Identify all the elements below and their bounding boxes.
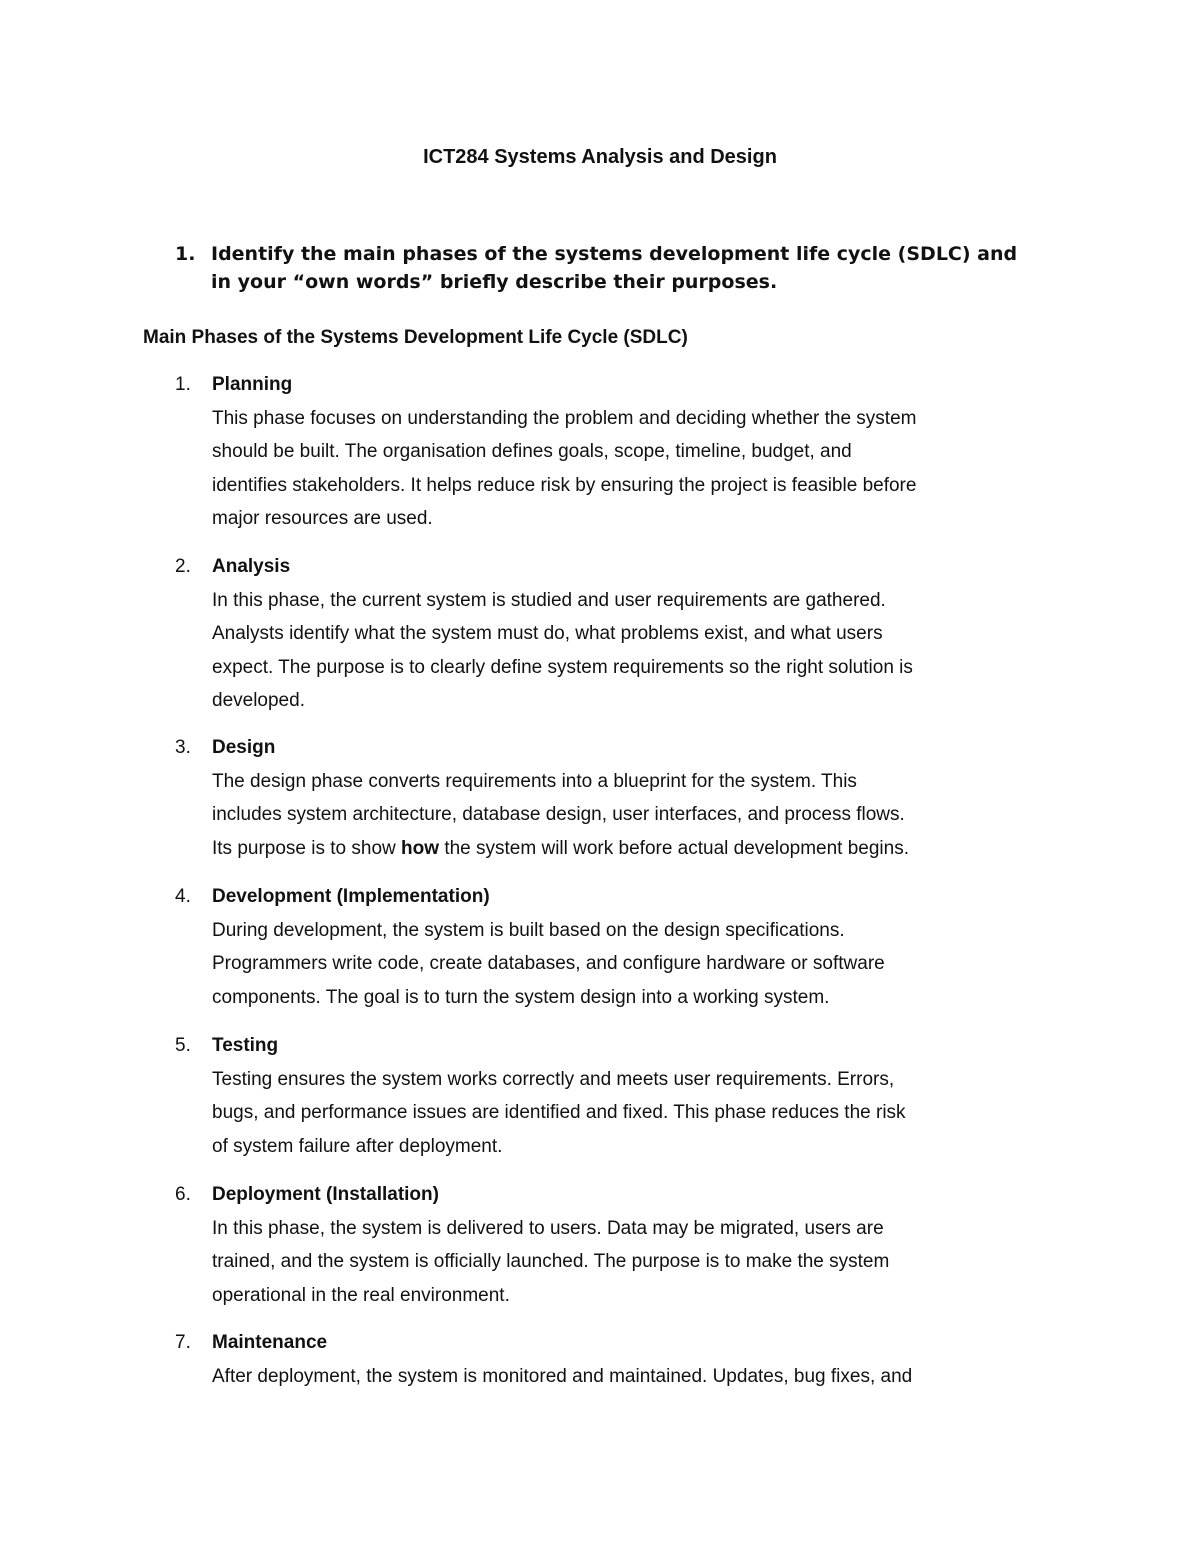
phase-name: Development (Implementation) [212, 886, 490, 907]
text-run: Its purpose is to show [212, 837, 402, 859]
phase-number: 6. [175, 1184, 191, 1205]
phase-name: Testing [212, 1035, 279, 1056]
document-title: ICT284 Systems Analysis and Design [423, 146, 777, 168]
phase-name: Maintenance [212, 1332, 328, 1353]
phase-description-line: In this phase, the current system is studied and user requirements are gathered. [212, 589, 886, 611]
phase-description-line: The design phase converts requirements into a blueprint for the system. This [212, 770, 857, 792]
emphasis-how: how [401, 837, 440, 859]
phase-number: 1. [175, 374, 191, 395]
phase-number: 5. [175, 1035, 191, 1056]
phase-description-line: expect. The purpose is to clearly define system requirements so the right solution is [212, 656, 913, 678]
phase-description-line: This phase focuses on understanding the problem and deciding whether the system [212, 407, 917, 429]
phase-development [175, 880, 1075, 1014]
phase-planning [175, 368, 1075, 536]
phase-name: Planning [212, 374, 293, 395]
phase-name: Analysis [212, 556, 291, 577]
phase-number: 7. [175, 1332, 191, 1353]
phase-description-line: During development, the system is built based on the design specifications. [212, 919, 845, 941]
phase-analysis [175, 550, 1075, 718]
phase-description-line: major resources are used. [212, 508, 433, 529]
question-line-2: in your “own words” briefly describe their purposes. [211, 271, 778, 293]
phase-description-line: should be built. The organisation defines goals, scope, timeline, budget, and [212, 441, 852, 462]
phase-number: 2. [175, 556, 191, 577]
phase-description-line: Analysts identify what the system must do, what problems exist, and what users [212, 623, 883, 644]
question-1 [175, 240, 1075, 296]
section-heading: Main Phases of the Systems Development Life Cycle (SDLC) [143, 327, 688, 348]
phase-description-line: operational in the real environment. [212, 1284, 510, 1306]
phase-name: Design [212, 737, 276, 758]
phase-description-line: trained, and the system is officially launched. The purpose is to make the system [212, 1251, 890, 1272]
phase-description-line: components. The goal is to turn the system design into a working system. [212, 986, 830, 1008]
phase-number: 4. [175, 886, 191, 907]
phase-description-line: After deployment, the system is monitored and maintained. Updates, bug fixes, and [212, 1365, 913, 1387]
phase-maintenance [175, 1326, 1075, 1393]
phase-testing [175, 1029, 1075, 1163]
phase-description-line: of system failure after deployment. [212, 1135, 503, 1157]
phase-design [175, 731, 1075, 865]
phase-deployment [175, 1178, 1075, 1312]
phase-description-line: includes system architecture, database design, user interfaces, and process flows. [212, 804, 905, 825]
phase-description-line [212, 832, 1067, 866]
phase-description-line: In this phase, the system is delivered to users. Data may be migrated, users are [212, 1217, 884, 1239]
question-number: 1. [175, 243, 196, 265]
phase-description-line: Testing ensures the system works correctly and meets user requirements. Errors, [212, 1068, 895, 1090]
phase-name: Deployment (Installation) [212, 1184, 439, 1205]
text-run: the system will work before actual development begins. [439, 837, 909, 859]
phase-description-line: identifies stakeholders. It helps reduce risk by ensuring the project is feasible before [212, 474, 917, 496]
question-line-1: Identify the main phases of the systems development life cycle (SDLC) and [211, 243, 1018, 265]
phase-description-line: developed. [212, 690, 305, 711]
phase-description-line: bugs, and performance issues are identified and fixed. This phase reduces the risk [212, 1102, 906, 1123]
phase-number: 3. [175, 737, 191, 758]
phase-description-line: Programmers write code, create databases, and configure hardware or software [212, 953, 885, 974]
